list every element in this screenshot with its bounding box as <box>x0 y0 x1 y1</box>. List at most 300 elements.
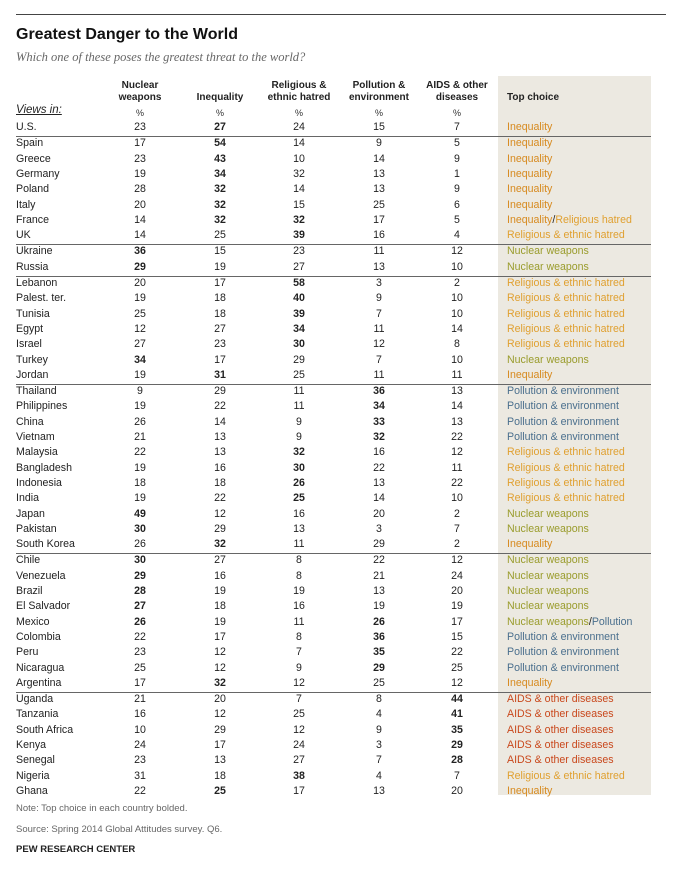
value-cell: 32 <box>214 183 226 196</box>
top-choice-label: Inequality <box>507 167 553 180</box>
value-cell: 49 <box>134 507 146 520</box>
value-cell: 13 <box>293 522 305 535</box>
value-cell: 30 <box>134 554 146 567</box>
value-cell: 12 <box>214 661 226 674</box>
value-cell: 14 <box>373 492 385 505</box>
value-cell: 12 <box>451 676 463 689</box>
table-row <box>16 738 651 753</box>
top-choice-cell <box>507 569 589 584</box>
value-cell: 22 <box>451 646 463 659</box>
country-name: Venezuela <box>16 569 66 582</box>
header-aids-other-diseases: AIDS & other diseases <box>426 80 488 103</box>
top-choice-label: Religious hatred <box>555 213 632 226</box>
top-choice-cell <box>507 120 552 135</box>
value-cell: 23 <box>134 152 146 165</box>
value-cell: 4 <box>454 229 460 242</box>
top-choice-cell <box>507 182 552 197</box>
table-row <box>16 260 651 275</box>
table-row <box>16 692 651 707</box>
top-choice-label: Nuclear weapons <box>507 585 589 597</box>
value-cell: 17 <box>214 353 226 366</box>
table-row <box>16 182 651 197</box>
country-name: Japan <box>16 507 45 520</box>
value-cell: 28 <box>451 754 463 767</box>
country-name: Palest. ter. <box>16 292 67 305</box>
value-cell: 14 <box>451 400 463 413</box>
value-cell: 25 <box>373 198 385 211</box>
value-cell: 16 <box>134 708 146 721</box>
table-row <box>16 723 651 738</box>
value-cell: 10 <box>293 152 305 165</box>
top-choice-cell <box>507 661 619 676</box>
top-choice-cell <box>507 399 619 414</box>
value-cell: 40 <box>293 292 305 305</box>
top-choice-cell <box>507 553 589 568</box>
value-cell: 32 <box>293 213 305 226</box>
top-choice-cell <box>507 645 619 660</box>
value-cell: 15 <box>373 121 385 133</box>
top-choice-label: Nuclear weapons <box>507 522 589 535</box>
top-choice-label: Religious & ethnic hatred <box>507 446 625 459</box>
value-cell: 17 <box>451 615 463 628</box>
value-cell: 32 <box>214 198 226 211</box>
top-choice-cell <box>507 537 552 552</box>
value-cell: 19 <box>214 615 226 628</box>
header-inequality: Inequality <box>196 92 244 103</box>
value-cell: 25 <box>214 229 226 242</box>
value-cell: 26 <box>134 615 146 628</box>
top-choice-label: Inequality <box>507 213 553 226</box>
table-row <box>16 599 651 614</box>
top-choice-cell <box>507 522 589 537</box>
value-cell: 13 <box>373 183 385 196</box>
value-cell: 3 <box>376 277 382 289</box>
top-choice-cell <box>507 461 625 476</box>
top-choice-cell: Inequality/Religious hatred <box>507 213 632 226</box>
top-choice-label: Religious & ethnic hatred <box>507 292 625 305</box>
top-choice-cell <box>507 228 625 243</box>
table-row <box>16 645 651 660</box>
table-row <box>16 769 651 784</box>
value-cell: 17 <box>214 739 226 751</box>
value-cell: 11 <box>373 368 385 381</box>
value-cell: 20 <box>214 693 226 706</box>
value-cell: 3 <box>376 739 382 751</box>
value-cell: 54 <box>214 137 226 150</box>
value-cell: 18 <box>134 476 146 489</box>
value-cell: 8 <box>376 693 382 706</box>
value-cell: 22 <box>373 461 385 474</box>
table-row <box>16 507 651 522</box>
value-cell: 23 <box>134 121 146 133</box>
value-cell: 4 <box>376 708 382 721</box>
value-cell: 8 <box>296 630 302 643</box>
value-cell: 21 <box>134 431 146 443</box>
country-name: Ukraine <box>16 245 53 258</box>
value-cell: 32 <box>293 446 305 459</box>
value-cell: 15 <box>293 198 305 211</box>
table-row <box>16 399 651 414</box>
value-cell: 2 <box>454 507 460 520</box>
top-choice-cell <box>507 599 589 614</box>
country-name: South Africa <box>16 723 74 736</box>
value-cell: 12 <box>214 708 226 721</box>
country-name: UK <box>16 229 31 242</box>
country-name: Egypt <box>16 322 44 335</box>
value-cell: 20 <box>134 198 146 211</box>
top-choice-label: Pollution & environment <box>507 661 619 674</box>
table-row <box>16 584 651 599</box>
table-row <box>16 522 651 537</box>
top-choice-cell <box>507 167 552 182</box>
value-cell: 29 <box>134 260 146 273</box>
country-name: Israel <box>16 338 42 351</box>
table-row <box>16 415 651 430</box>
value-cell: 18 <box>214 292 226 305</box>
value-cell: 23 <box>134 754 146 767</box>
top-choice-label: Inequality <box>507 198 553 211</box>
value-cell: 11 <box>373 322 385 335</box>
top-choice-cell <box>507 630 619 645</box>
country-name: Brazil <box>16 585 43 597</box>
value-cell: 17 <box>293 784 305 797</box>
value-cell: 11 <box>293 615 305 628</box>
table-row <box>16 676 651 691</box>
value-cell: 25 <box>293 708 305 721</box>
country-name: Poland <box>16 183 49 196</box>
top-choice-cell <box>507 307 625 322</box>
value-cell: 32 <box>293 167 305 180</box>
page-title: Greatest Danger to the World <box>16 26 238 43</box>
table-row <box>16 276 651 291</box>
top-choice-label: Religious & ethnic hatred <box>507 338 625 351</box>
value-cell: 18 <box>214 476 226 489</box>
value-cell: 39 <box>293 229 305 242</box>
country-name: Vietnam <box>16 431 55 443</box>
country-name: Pakistan <box>16 522 57 535</box>
value-cell: 29 <box>451 739 463 751</box>
value-cell: 27 <box>134 600 146 613</box>
value-cell: 14 <box>293 137 305 150</box>
value-cell: 9 <box>376 292 382 305</box>
top-choice-label: AIDS & other diseases <box>507 754 614 767</box>
value-cell: 8 <box>454 338 460 351</box>
unit-aids: % <box>452 108 461 118</box>
country-name: Thailand <box>16 385 57 398</box>
value-cell: 13 <box>451 415 463 428</box>
value-cell: 15 <box>451 630 463 643</box>
country-name: Kenya <box>16 739 47 751</box>
value-cell: 32 <box>214 676 226 689</box>
value-cell: 22 <box>134 784 146 797</box>
top-choice-label: Inequality <box>507 368 553 381</box>
country-name: Bangladesh <box>16 461 72 474</box>
top-choice-label: Religious & ethnic hatred <box>507 229 625 242</box>
table-row <box>16 461 651 476</box>
table-row <box>16 445 651 460</box>
value-cell: 17 <box>373 213 385 226</box>
value-cell: 19 <box>214 260 226 273</box>
value-cell: 16 <box>214 461 226 474</box>
value-cell: 34 <box>134 353 146 366</box>
table-row <box>16 307 651 322</box>
table-row <box>16 136 651 151</box>
value-cell: 5 <box>454 213 460 226</box>
value-cell: 33 <box>373 415 385 428</box>
value-cell: 26 <box>134 415 146 428</box>
table-row <box>16 430 651 445</box>
top-choice-label: Inequality <box>507 784 553 797</box>
table-row <box>16 337 651 352</box>
value-cell: 25 <box>134 307 146 320</box>
top-choice-cell <box>507 136 552 151</box>
top-choice-label: Nuclear weapons <box>507 245 589 258</box>
country-name: Chile <box>16 554 41 567</box>
value-cell: 6 <box>454 198 460 211</box>
country-name: Indonesia <box>16 476 62 489</box>
value-cell: 34 <box>293 322 305 335</box>
value-cell: 7 <box>376 754 382 767</box>
top-choice-label: Nuclear weapons <box>507 507 589 520</box>
country-name: Nicaragua <box>16 661 65 674</box>
value-cell: 14 <box>134 229 146 242</box>
table-row <box>16 630 651 645</box>
value-cell: 23 <box>293 245 305 258</box>
value-cell: 7 <box>454 522 460 535</box>
value-cell: 23 <box>214 338 226 351</box>
unit-inequality: % <box>215 108 224 118</box>
value-cell: 36 <box>134 245 146 258</box>
value-cell: 17 <box>134 676 146 689</box>
top-choice-label: Nuclear weapons <box>507 260 589 273</box>
value-cell: 10 <box>451 292 463 305</box>
value-cell: 21 <box>134 693 146 706</box>
value-cell: 9 <box>454 152 460 165</box>
top-choice-cell <box>507 445 625 460</box>
value-cell: 28 <box>134 183 146 196</box>
unit-religious: % <box>294 108 303 118</box>
table-row <box>16 569 651 584</box>
top-choice-label: Pollution & environment <box>507 400 619 413</box>
top-choice-label: Pollution & environment <box>507 630 619 643</box>
value-cell: 13 <box>214 431 226 443</box>
value-cell: 26 <box>134 538 146 551</box>
value-cell: 20 <box>373 507 385 520</box>
value-cell: 22 <box>214 400 226 413</box>
value-cell: 17 <box>214 277 226 289</box>
top-choice-cell <box>507 337 625 352</box>
value-cell: 12 <box>451 554 463 567</box>
value-cell: 11 <box>293 385 305 398</box>
value-cell: 9 <box>296 431 302 443</box>
top-choice-label: Pollution & environment <box>507 385 619 398</box>
value-cell: 16 <box>293 507 305 520</box>
table-row <box>16 244 651 259</box>
table-row <box>16 353 651 368</box>
top-choice-cell <box>507 476 625 491</box>
top-choice-label: Nuclear weapons <box>507 615 589 628</box>
value-cell: 19 <box>373 600 385 613</box>
value-cell: 29 <box>293 353 305 366</box>
value-cell: 31 <box>214 368 226 381</box>
value-cell: 12 <box>373 338 385 351</box>
value-cell: 27 <box>134 338 146 351</box>
top-choice-label: AIDS & other diseases <box>507 723 614 736</box>
value-cell: 10 <box>451 307 463 320</box>
value-cell: 18 <box>214 769 226 782</box>
value-cell: 27 <box>214 554 226 567</box>
table-row <box>16 368 651 383</box>
value-cell: 34 <box>373 400 385 413</box>
top-choice-label: Religious & ethnic hatred <box>507 769 625 782</box>
top-choice-label: Religious & ethnic hatred <box>507 307 625 320</box>
country-name: Spain <box>16 137 44 150</box>
country-name: Russia <box>16 260 49 273</box>
value-cell: 58 <box>293 277 305 289</box>
top-choice-cell <box>507 738 614 753</box>
country-name: Philippines <box>16 400 68 413</box>
value-cell: 19 <box>134 167 146 180</box>
value-cell: 19 <box>214 585 226 597</box>
top-choice-cell: Nuclear weapons/Pollution <box>507 615 633 628</box>
value-cell: 7 <box>454 121 460 133</box>
value-cell: 30 <box>134 522 146 535</box>
value-cell: 12 <box>214 646 226 659</box>
table-row <box>16 120 651 135</box>
country-name: Germany <box>16 167 60 180</box>
table-row <box>16 322 651 337</box>
country-name: Uganda <box>16 693 54 706</box>
top-choice-cell <box>507 584 589 599</box>
value-cell: 16 <box>373 229 385 242</box>
value-cell: 28 <box>134 585 146 597</box>
value-cell: 20 <box>451 585 463 597</box>
country-name: Lebanon <box>16 277 58 289</box>
value-cell: 14 <box>214 415 226 428</box>
top-rule <box>16 14 666 15</box>
value-cell: 10 <box>451 492 463 505</box>
value-cell: 13 <box>214 754 226 767</box>
top-choice-cell <box>507 707 614 722</box>
country-name: Mexico <box>16 615 50 628</box>
top-choice-cell <box>507 244 589 259</box>
value-cell: 19 <box>451 600 463 613</box>
value-cell: 22 <box>451 476 463 489</box>
value-cell: 16 <box>293 600 305 613</box>
value-cell: 35 <box>451 723 463 736</box>
top-choice-cell <box>507 276 625 291</box>
table-row <box>16 491 651 506</box>
table-row <box>16 213 651 228</box>
value-cell: 22 <box>134 446 146 459</box>
top-choice-cell <box>507 260 589 275</box>
value-cell: 23 <box>134 646 146 659</box>
table-row <box>16 167 651 182</box>
country-name: Greece <box>16 152 51 165</box>
country-name: Italy <box>16 198 36 211</box>
table-row <box>16 152 651 167</box>
value-cell: 19 <box>134 461 146 474</box>
top-choice-label: Pollution & environment <box>507 646 619 659</box>
value-cell: 12 <box>293 676 305 689</box>
top-choice-label: Pollution & environment <box>507 415 619 428</box>
value-cell: 11 <box>451 461 463 474</box>
value-cell: 9 <box>137 385 143 398</box>
value-cell: 2 <box>454 277 460 289</box>
country-name: Malaysia <box>16 446 58 459</box>
table-row <box>16 291 651 306</box>
value-cell: 25 <box>293 492 305 505</box>
value-cell: 5 <box>454 137 460 150</box>
table-row <box>16 615 651 630</box>
top-choice-label: AIDS & other diseases <box>507 739 614 751</box>
value-cell: 24 <box>293 739 305 751</box>
value-cell: 20 <box>134 277 146 289</box>
value-cell: 22 <box>214 492 226 505</box>
value-cell: 13 <box>373 784 385 797</box>
value-cell: 29 <box>214 522 226 535</box>
country-name: Peru <box>16 646 39 659</box>
country-name: France <box>16 213 49 226</box>
value-cell: 29 <box>214 385 226 398</box>
top-choice-label: Inequality <box>507 676 553 689</box>
top-choice-cell <box>507 415 619 430</box>
top-choice-label: Inequality <box>507 183 553 196</box>
top-choice-label: Inequality <box>507 152 553 165</box>
value-cell: 14 <box>134 213 146 226</box>
unit-pollution: % <box>374 108 383 118</box>
value-cell: 30 <box>293 461 305 474</box>
country-name: Senegal <box>16 754 55 767</box>
value-cell: 36 <box>373 630 385 643</box>
page-subtitle: Which one of these poses the greatest threat to the world? <box>16 50 306 64</box>
value-cell: 30 <box>293 338 305 351</box>
value-cell: 8 <box>296 569 302 582</box>
value-cell: 19 <box>134 492 146 505</box>
table-row <box>16 228 651 243</box>
value-cell: 7 <box>376 353 382 366</box>
table-row <box>16 198 651 213</box>
value-cell: 24 <box>451 569 463 582</box>
value-cell: 8 <box>296 554 302 567</box>
value-cell: 17 <box>214 630 226 643</box>
value-cell: 11 <box>293 538 305 551</box>
top-choice-label: Nuclear weapons <box>507 569 589 582</box>
value-cell: 9 <box>296 415 302 428</box>
value-cell: 10 <box>451 353 463 366</box>
value-cell: 17 <box>134 137 146 150</box>
top-choice-cell <box>507 753 614 768</box>
country-name: Jordan <box>16 368 49 381</box>
value-cell: 14 <box>293 183 305 196</box>
header-religious-ethnic-hatred: Religious & ethnic hatred <box>267 80 331 103</box>
top-choice-cell <box>507 723 614 738</box>
top-choice-label: Nuclear weapons <box>507 600 589 613</box>
top-choice-label: Pollution <box>591 615 633 628</box>
value-cell: 18 <box>214 600 226 613</box>
value-cell: 9 <box>454 183 460 196</box>
country-name: Tanzania <box>16 708 59 721</box>
value-cell: 9 <box>376 137 382 150</box>
value-cell: 20 <box>451 784 463 797</box>
value-cell: 16 <box>373 446 385 459</box>
value-cell: 32 <box>214 213 226 226</box>
value-cell: 12 <box>293 723 305 736</box>
value-cell: 7 <box>454 769 460 782</box>
table-row <box>16 384 651 399</box>
top-choice-cell <box>507 692 614 707</box>
value-cell: 13 <box>451 385 463 398</box>
